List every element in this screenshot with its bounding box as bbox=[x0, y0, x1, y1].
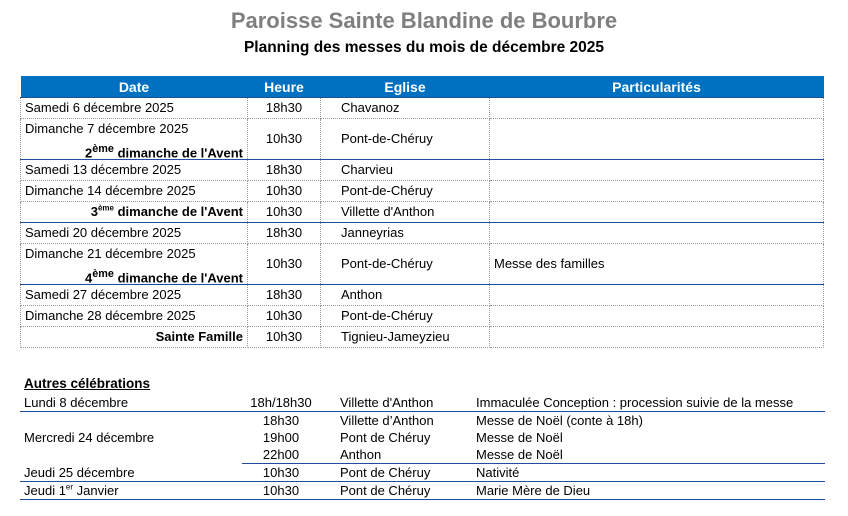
cell-eglise: Pont-de-Chéruy bbox=[321, 244, 490, 285]
cell-heure: 18h30 bbox=[248, 223, 321, 244]
cell-eglise: Anthon bbox=[320, 446, 472, 464]
cell-heure: 10h30 bbox=[248, 202, 321, 223]
cell-particularites bbox=[490, 98, 824, 119]
table-row bbox=[21, 160, 824, 181]
table-row bbox=[21, 181, 824, 202]
avent-label: 2ème dimanche de l'Avent bbox=[85, 143, 243, 161]
table-row bbox=[21, 285, 824, 306]
cell-date: Samedi 27 décembre 2025 bbox=[21, 285, 248, 306]
table-row bbox=[21, 202, 824, 223]
cell-particularites bbox=[490, 160, 824, 181]
cell-eglise: Pont de Chéruy bbox=[320, 464, 472, 482]
table-row bbox=[21, 244, 824, 285]
list-item bbox=[20, 482, 825, 500]
cell-date: Mercredi 24 décembre bbox=[24, 430, 155, 446]
avent-label: 4ème dimanche de l'Avent bbox=[85, 268, 243, 286]
cell-heure: 18h30 bbox=[248, 98, 321, 119]
cell-heure: 10h30 bbox=[248, 327, 321, 348]
cell-eglise: Chavanoz bbox=[321, 98, 490, 119]
table-row bbox=[21, 306, 824, 327]
cell-particularites: Nativité bbox=[472, 464, 825, 482]
cell-eglise: Villette d’Anthon bbox=[340, 413, 434, 428]
cell-particularites bbox=[490, 119, 824, 160]
column-header-particularites: Particularités bbox=[490, 76, 824, 98]
cell-particularites bbox=[490, 285, 824, 306]
autres-celebrations-title: Autres célébrations bbox=[24, 376, 151, 391]
cell-heure: 22h00 bbox=[242, 446, 320, 464]
cell-heure: 10h30 bbox=[248, 244, 321, 285]
cell-eglise: Pont-de-Chéruy bbox=[321, 306, 490, 327]
cell-eglise: Tignieu-Jameyzieu bbox=[321, 327, 490, 348]
column-header-date: Date bbox=[21, 76, 248, 98]
cell-eglise: Villette d'Anthon bbox=[321, 202, 490, 223]
cell-eglise: Villette d'Anthon bbox=[320, 394, 472, 412]
cell-eglise: Charvieu bbox=[321, 160, 490, 181]
autres-celebrations-table bbox=[20, 394, 825, 500]
cell-particularites bbox=[490, 223, 824, 244]
cell-particularites: Messe de Noël bbox=[472, 446, 825, 464]
cell-eglise: Pont-de-Chéruy bbox=[321, 181, 490, 202]
cell-heure: 10h30 bbox=[242, 482, 320, 500]
cell-heure: 10h30 bbox=[242, 464, 320, 482]
cell-particularites bbox=[490, 306, 824, 327]
column-header-eglise: Eglise bbox=[321, 76, 490, 98]
cell-eglise: Pont de Chéruy bbox=[340, 430, 431, 445]
cell-heure: 10h30 bbox=[248, 181, 321, 202]
cell-particularites bbox=[490, 181, 824, 202]
date-text: Dimanche 21 décembre 2025 bbox=[25, 246, 196, 261]
table-row bbox=[21, 98, 824, 119]
list-item bbox=[20, 412, 825, 430]
cell-date: Samedi 20 décembre 2025 bbox=[21, 223, 248, 244]
table-row bbox=[21, 119, 824, 160]
page-title: Paroisse Sainte Blandine de Bourbre bbox=[230, 8, 618, 33]
cell-date bbox=[21, 119, 248, 160]
mass-schedule-table bbox=[20, 76, 824, 348]
cell-heure: 18h30 bbox=[248, 160, 321, 181]
list-item bbox=[20, 394, 825, 412]
cell-particularites: Immaculée Conception : procession suivie de la messe bbox=[472, 394, 825, 412]
cell-heure: 19h00 bbox=[262, 430, 300, 445]
cell-particularites: Marie Mère de Dieu bbox=[472, 482, 825, 500]
table-row bbox=[21, 327, 824, 348]
cell-date bbox=[21, 244, 248, 285]
cell-eglise: Pont-de-Chéruy bbox=[321, 119, 490, 160]
cell-particularites bbox=[490, 202, 824, 223]
cell-particularites: Messe de Noël bbox=[476, 430, 563, 445]
list-item bbox=[20, 464, 825, 482]
cell-heure: 18h30 bbox=[248, 285, 321, 306]
cell-particularites: Messe des familles bbox=[490, 244, 824, 285]
cell-date: Jeudi 1er Janvier bbox=[20, 482, 242, 500]
cell-date: Samedi 6 décembre 2025 bbox=[21, 98, 248, 119]
sainte-famille-label: Sainte Famille bbox=[21, 327, 248, 348]
cell-date: Dimanche 14 décembre 2025 bbox=[21, 181, 248, 202]
cell-heure: 18h30 bbox=[262, 413, 300, 428]
cell-date: Samedi 13 décembre 2025 bbox=[21, 160, 248, 181]
cell-eglise: Anthon bbox=[321, 285, 490, 306]
cell-heure: 18h/18h30 bbox=[242, 394, 320, 412]
date-text: Dimanche 7 décembre 2025 bbox=[25, 121, 189, 136]
page-subtitle: Planning des messes du mois de décembre 2025 bbox=[243, 39, 605, 56]
avent-label: 3ème dimanche de l'Avent bbox=[21, 202, 248, 223]
column-header-heure: Heure bbox=[248, 76, 321, 98]
cell-date: Dimanche 28 décembre 2025 bbox=[21, 306, 248, 327]
cell-heure: 10h30 bbox=[248, 306, 321, 327]
table-row bbox=[21, 223, 824, 244]
table-header-row bbox=[21, 76, 824, 98]
cell-particularites: Messe de Noël (conte à 18h) bbox=[476, 413, 643, 428]
cell-date: Jeudi 25 décembre bbox=[20, 464, 242, 482]
cell-heure: 10h30 bbox=[248, 119, 321, 160]
cell-date: Lundi 8 décembre bbox=[20, 394, 242, 412]
cell-eglise: Janneyrias bbox=[321, 223, 490, 244]
cell-eglise: Pont de Chéruy bbox=[320, 482, 472, 500]
cell-particularites bbox=[490, 327, 824, 348]
